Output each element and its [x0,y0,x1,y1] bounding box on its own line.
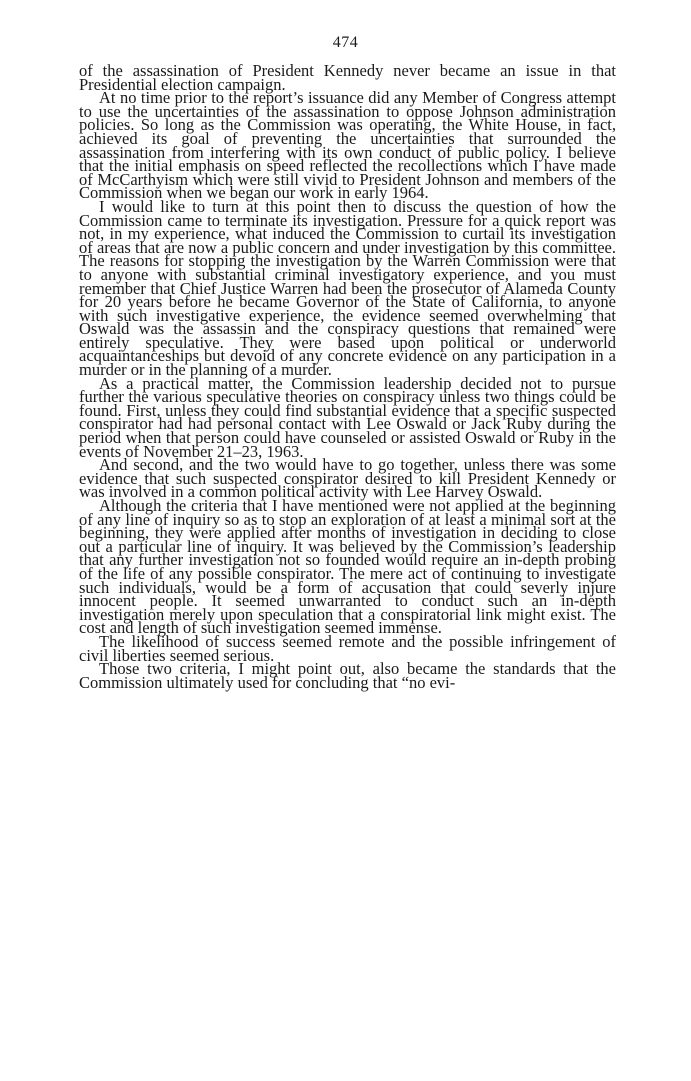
paragraph: Although the criteria that I have mentioned were not applied at the beginning of any line of inquiry so as to stop an exploration of at least a minimal sort at the beginning, they were applied after months of investigation in deciding to close out a particular line of inquiry. It was believed by the Commission’s leadership that any further investigation not so founded would require an in-depth probing of the life of any possible conspirator. The mere act of continuing to investigate such individuals, would be a form of accusation that could severly injure innocent people. It seemed unwarranted to conduct such an in-depth investigation merely upon speculation that a conspiratorial link might exist. The cost and length of such investigation seemed immense. [79,496,616,638]
paragraph: As a practical matter, the Commission leadership decided not to pursue further the various speculative theories on conspiracy unless two things could be found. First, unless they could find substantial evidence that a specific suspected conspirator had had personal contact with Lee Oswald or Jack Ruby during the period when that person could have counseled or assisted Oswald or Ruby in the events of November 21–23, 1963. [79,373,616,461]
page-number: 474 [332,34,359,51]
paragraph: And second, and the two would have to go together, unless there was some evidence that such suspected conspirator desired to kill President Kennedy or was involved in a common political activity with Lee Harvey Oswald. [79,455,616,502]
paragraph: I would like to turn at this point then to discuss the question of how the Commission came to terminate its investigation. Pressure for a quick report was not, in my experience, what induced the Commission to curtail its investigation of areas that are now a public concern and under investigation by this committee. The reasons for stopping the investigation by the Warren Commission were that to anyone with substantial criminal investigatory experience, and you must remember that Chief Justice Warren had been the prosecutor of Alameda County for 20 years before he became Governor of the State of California, to anyone with such investigative experience, the evidence seemed overwhelming that Oswald was the assassin and the conspiracy questions that remained were entirely speculative. They were based upon political or underworld acquaintanceships but devoid of any concrete evidence on any participation in a murder or in the planning of a murder. [79,196,616,380]
paragraph: Those two criteria, I might point out, also became the standards that the Commission ultimately used for concluding that “no evi- [79,659,616,692]
paragraph: At no time prior to the report’s issuance did any Member of Congress attempt to use the uncertainties of the assassination to oppose Johnson administration policies. So long as the Commission was operating, the White House, in fact, achieved its goal of preventing the uncertainties that surrounded the assassination from interfering with its own conduct of public policy. I believe that the initial emphasis on speed reflected the recollections which I have made of McCarthyism which were still vivid to President Johnson and members of the Commission when we began our work in early 1964. [79,88,616,203]
body-text [79,61,616,692]
paragraph: The likelihood of success seemed remote and the possible infringement of civil liberties seemed serious. [79,631,616,665]
paragraph-continuation: of the assassination of President Kennedy never became an issue in that Presidential election campaign. [79,61,616,94]
